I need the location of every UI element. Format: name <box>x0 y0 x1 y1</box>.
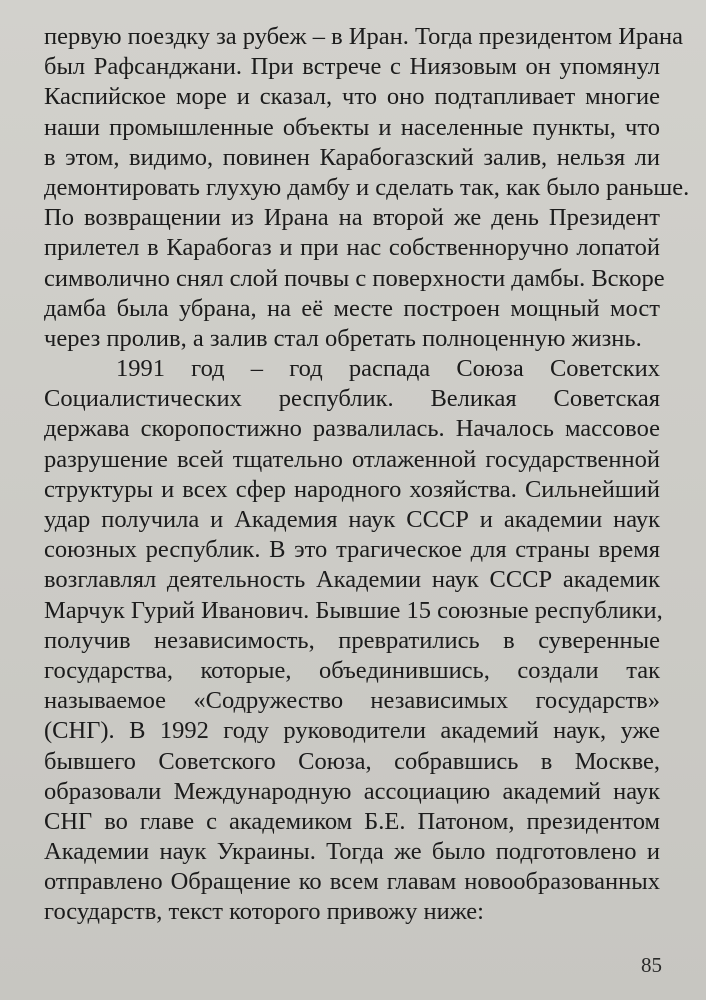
text-line: 1991 год – год распада Союза Советских <box>116 355 660 383</box>
text-line: Марчук Гурий Иванович. Бывшие 15 союзные республики, <box>44 596 663 624</box>
text-line: союзных республик. В это трагическое для страны время <box>44 536 660 564</box>
text-line: в этом, видимо, повинен Карабогазский залив, нельзя ли <box>44 143 660 171</box>
text-line: СНГ во главе с академиком Б.Е. Патоном, президентом <box>44 807 660 835</box>
text-line: был Рафсанджани. При встрече с Ниязовым он упомянул <box>44 53 660 81</box>
paragraph-1 <box>44 22 690 354</box>
text-line: демонтировать глухую дамбу и сделать так, как было раньше. <box>44 173 690 201</box>
paragraph-2 <box>44 354 663 928</box>
text-line: первую поездку за рубеж – в Иран. Тогда президентом Ирана <box>44 23 683 50</box>
text-line: Социалистических республик. Великая Советская <box>44 385 660 413</box>
text-line: через пролив, а залив стал обретать полноценную жизнь. <box>44 324 642 352</box>
text-line: разрушение всей тщательно отлаженной государственной <box>44 445 660 473</box>
text-line: структуры и всех сфер народного хозяйства. Сильнейший <box>44 475 660 503</box>
text-line: держава скоропостижно развалилась. Началось массовое <box>44 415 660 443</box>
text-line: прилетел в Карабогаз и при нас собственноручно лопатой <box>44 234 660 262</box>
text-line: называемое «Содружество независимых государств» <box>44 687 660 715</box>
text-line: (СНГ). В 1992 году руководители академий наук, уже <box>44 717 660 745</box>
text-line: Академии наук Украины. Тогда же было подготовлено и <box>44 838 660 866</box>
text-line: образовали Международную ассоциацию академий наук <box>44 777 660 805</box>
text-line: дамба была убрана, на её месте построен мощный мост <box>44 294 660 322</box>
page-number: 85 <box>641 953 662 977</box>
text-line: бывшего Советского Союза, собравшись в Москве, <box>44 747 660 775</box>
text-line: возглавлял деятельность Академии наук СССР академик <box>44 566 660 594</box>
text-line: Каспийское море и сказал, что оно подтапливает многие <box>44 83 660 111</box>
text-line: По возвращении из Ирана на второй же день Президент <box>44 204 660 232</box>
text-line: отправлено Обращение ко всем главам новообразованных <box>44 868 660 896</box>
body-text <box>44 22 690 928</box>
text-line: удар получила и Академия наук СССР и академии наук <box>44 506 660 533</box>
text-line: символично снял слой почвы с поверхности дамбы. Вскоре <box>44 264 665 292</box>
text-line: государств, текст которого привожу ниже: <box>44 898 484 926</box>
text-line: наши промышленные объекты и населенные пункты, что <box>44 113 660 141</box>
text-line: государства, которые, объединившись, создали так <box>44 656 660 684</box>
text-line: получив независимость, превратились в суверенные <box>44 626 660 654</box>
